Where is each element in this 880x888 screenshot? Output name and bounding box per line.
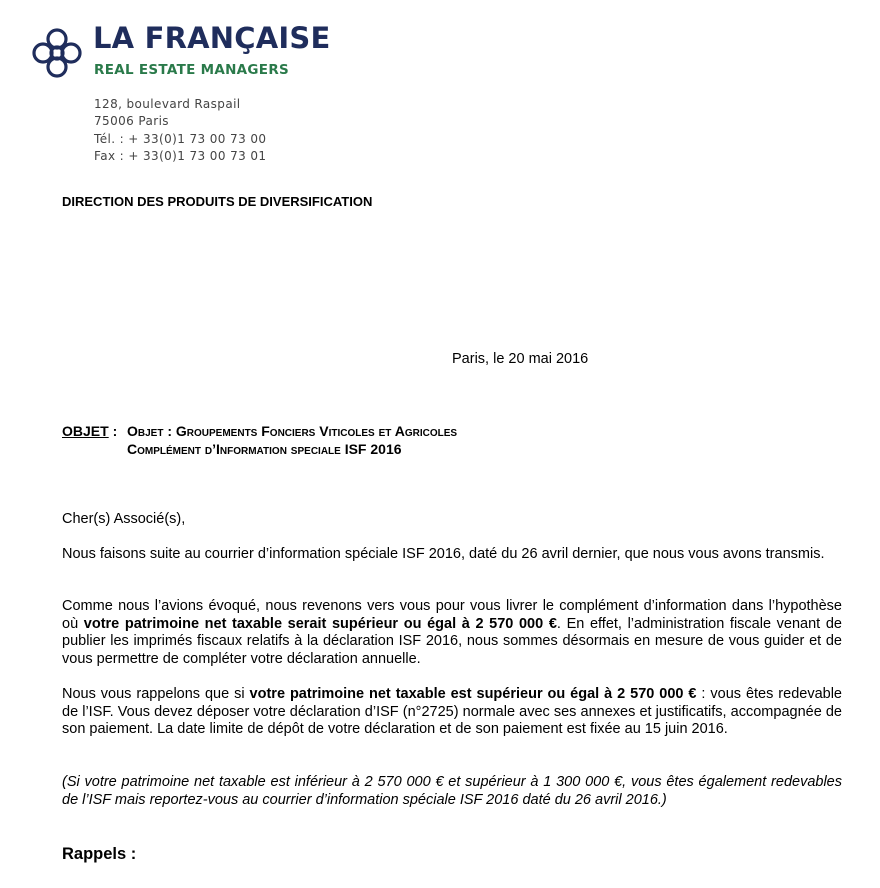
- paragraph-3-emphasis: votre patrimoine net taxable est supérieur ou égal à 2 570 000 €: [249, 686, 697, 702]
- paragraph-2-text-b: . En effet, l’administration fiscale venant de publier les imprimés fiscaux relatifs à la déclaration ISF 2016, nous sommes désormais en mesure de vous guider et de vous permettre de compléter votre déclaration annuelle.: [62, 615, 842, 667]
- paragraph-3: [62, 686, 842, 739]
- brand-subtitle: REAL ESTATE MANAGERS: [94, 62, 290, 78]
- subject-text: [127, 423, 457, 458]
- subject-line-1: Objet : Groupements Fonciers Viticoles et Agricoles: [127, 423, 458, 439]
- address-fax: Fax : + 33(0)1 73 00 73 01: [94, 148, 267, 163]
- sender-address: [94, 96, 266, 165]
- brand-name: LA FRANÇAISE: [93, 21, 331, 55]
- knot-logo-icon: [30, 26, 84, 80]
- address-city: 75006 Paris: [94, 114, 169, 129]
- paragraph-3-text-a: Nous vous rappelons que si: [62, 686, 250, 702]
- department-heading: DIRECTION DES PRODUITS DE DIVERSIFICATION: [62, 194, 373, 209]
- rappels-heading: Rappels :: [62, 845, 137, 863]
- subject-line-2: Complément d’Information speciale ISF 2016: [127, 440, 402, 457]
- paragraph-2-text-a: Comme nous l’avions évoqué, nous revenons vers vous pour vous livrer le complément d’information dans l’hypothèse où: [62, 598, 842, 632]
- paragraph-1: Nous faisons suite au courrier d’information spéciale ISF 2016, daté du 26 avril dernier, que nous vous avons transmis.: [62, 546, 825, 562]
- greeting: Cher(s) Associé(s),: [62, 511, 186, 527]
- paragraph-2: [62, 598, 842, 668]
- letter-date: Paris, le 20 mai 2016: [452, 351, 589, 367]
- subject-label-text: OBJET: [62, 423, 109, 439]
- paragraph-4-note: (Si votre patrimoine net taxable est inférieur à 2 570 000 € et supérieur à 1 300 000 €, vous êtes également redevables de l’ISF mais reportez-vous au courrier d’information spéciale ISF 2016 daté du 26 avril 2016.): [62, 774, 842, 808]
- subject-label: [62, 423, 117, 439]
- subject-label-separator: :: [108, 423, 118, 439]
- address-street: 128, boulevard Raspail: [94, 97, 241, 111]
- address-phone: Tél. : + 33(0)1 73 00 73 00: [94, 131, 267, 146]
- paragraph-3-text-b: : vous êtes redevable de l’ISF. Vous devez déposer votre déclaration d’ISF (n°2725) normale avec ses annexes et justificatifs, accompagnée de son paiement. La date limite de dépôt de votre déclaration et de son paiement est fixée au 15 juin 2016.: [62, 686, 842, 737]
- paragraph-2-emphasis: votre patrimoine net taxable serait supérieur ou égal à 2 570 000 €: [83, 615, 557, 632]
